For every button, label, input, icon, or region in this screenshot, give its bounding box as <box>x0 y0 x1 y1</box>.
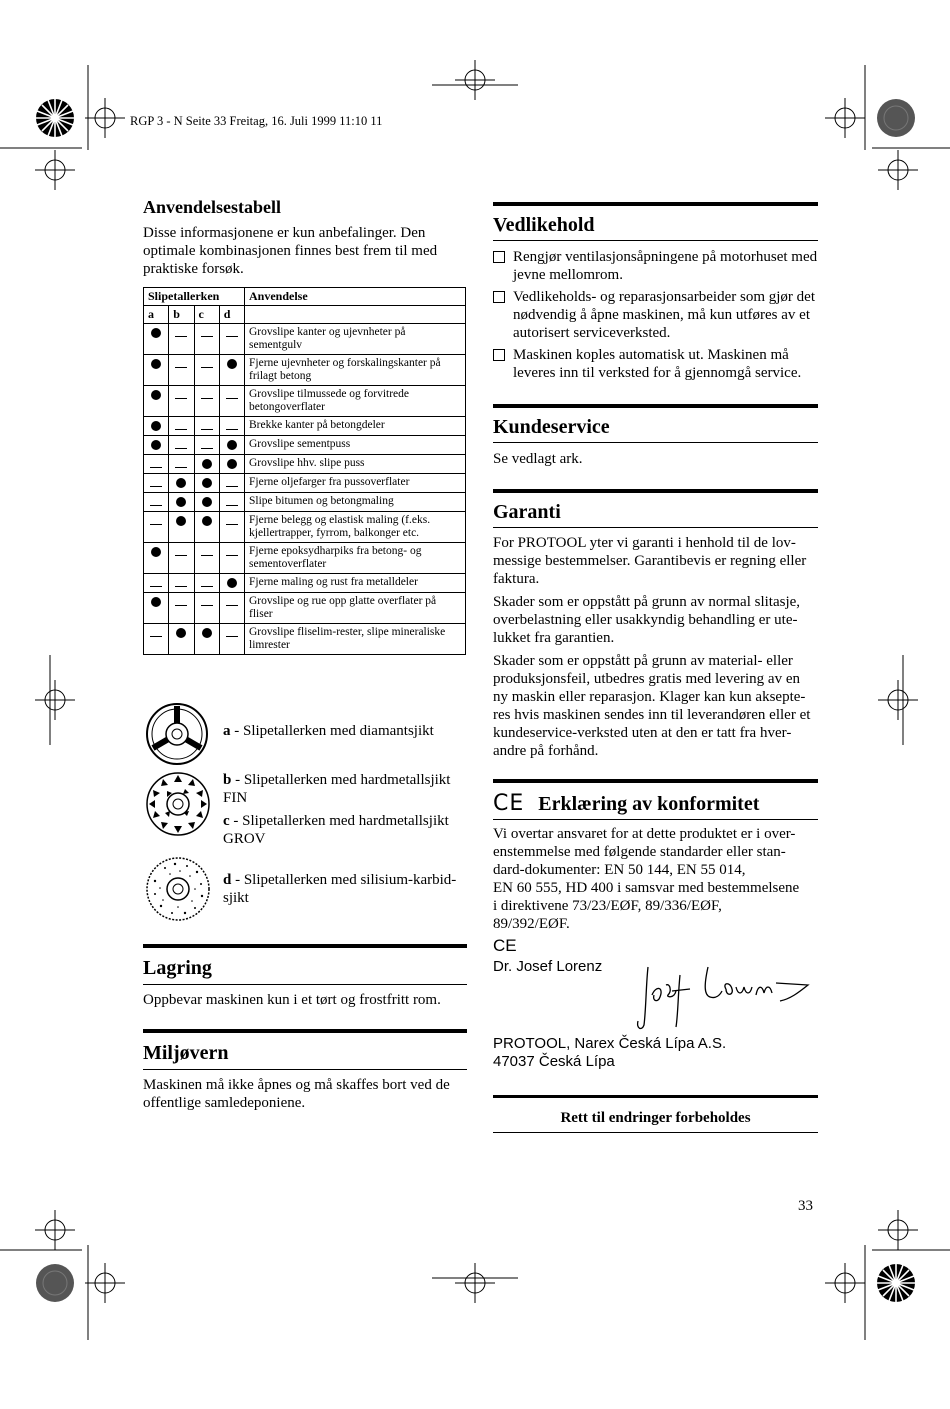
not-applicable-dash-icon <box>150 486 162 487</box>
not-applicable-dash-icon <box>226 505 238 506</box>
signature-image <box>630 955 815 1035</box>
table-row <box>144 543 466 574</box>
table-cell-a <box>144 593 169 624</box>
checkbox-bullet-icon <box>493 251 505 263</box>
not-applicable-dash-icon <box>175 586 187 587</box>
not-applicable-dash-icon <box>201 336 213 337</box>
table-cell-use: Grovslipe fliselim-rester, slipe mineraliske limrester <box>245 624 466 655</box>
section-vedlikehold-heading <box>493 202 818 241</box>
table-cell-use: Fjerne ujevnheter og forskalingskanter på frilagt betong <box>245 355 466 386</box>
section-title-miljo: Miljøvern <box>143 1042 229 1064</box>
table-cell-b <box>169 593 194 624</box>
recommended-dot-icon <box>151 328 161 338</box>
table-cell-use: Slipe bitumen og betongmaling <box>245 493 466 512</box>
table-cell-a <box>144 474 169 493</box>
table-cell-c <box>194 593 219 624</box>
garanti-para-3: Skader som er oppstått på grunn av material- eller produksjonsfeil, utbedres gratis med levering av en ny maskin eller reparasjon. Klager kan kun aksepte-res hvis maskinen sendes inn til leverandøren eller et kundeservice-verksted uten at den er tatt fra hver-andre på forhånd. <box>493 653 811 759</box>
table-sub-b: b <box>169 306 194 324</box>
company-name: PROTOOL, Narex Česká Lípa A.S. <box>493 1035 727 1052</box>
footer-note-box <box>493 1095 818 1133</box>
table-cell-c <box>194 543 219 574</box>
kundeservice-text: Se vedlagt ark. <box>493 451 583 467</box>
not-applicable-dash-icon <box>175 605 187 606</box>
section-kundeservice-heading <box>493 404 818 443</box>
not-applicable-dash-icon <box>226 555 238 556</box>
not-applicable-dash-icon <box>201 429 213 430</box>
legend-b: b - Slipetallerken med hardmetallsjikt FIN <box>223 772 451 806</box>
table-row <box>144 417 466 436</box>
not-applicable-dash-icon <box>201 586 213 587</box>
recommended-dot-icon <box>151 440 161 450</box>
section-miljo-heading <box>143 1029 467 1070</box>
section-konformitet-heading <box>493 779 818 820</box>
table-row <box>144 474 466 493</box>
konformitet-body: Vi overtar ansvaret for at dette produktet er i over- enstemmelse med følgende standarder eller stan- dard-dokumenter: EN 50 144, EN 55 014, EN 60 555, HD 400 i samsvar med bestemmelsene i direktivene 73/23/EØF, 89/336/EØF, 89/392/EØF. <box>493 826 800 932</box>
table-cell-use: Grovslipe hhv. slipe puss <box>245 455 466 474</box>
not-applicable-dash-icon <box>175 555 187 556</box>
table-cell-d <box>219 624 244 655</box>
not-applicable-dash-icon <box>226 524 238 525</box>
table-cell-c <box>194 355 219 386</box>
table-cell-use: Fjerne belegg og elastisk maling (f.eks. kjellertrapper, fyrrom, balkonger etc. <box>245 512 466 543</box>
table-cell-b <box>169 355 194 386</box>
not-applicable-dash-icon <box>226 486 238 487</box>
recommended-dot-icon <box>151 359 161 369</box>
ce-mark-icon: CE <box>493 791 525 816</box>
list-item: Rengjør ventilasjonsåpningene på motorhuset med jevne mellomrom. <box>493 248 818 284</box>
recommended-dot-icon <box>202 497 212 507</box>
table-cell-d <box>219 543 244 574</box>
table-row <box>144 624 466 655</box>
table-cell-b <box>169 436 194 455</box>
not-applicable-dash-icon <box>226 398 238 399</box>
table-cell-b <box>169 474 194 493</box>
table-cell-d <box>219 324 244 355</box>
table-cell-b <box>169 417 194 436</box>
table-cell-d <box>219 436 244 455</box>
miljo-text: Maskinen må ikke åpnes og må skaffes bort ved de offentlige samledeponiene. <box>143 1077 450 1111</box>
not-applicable-dash-icon <box>201 367 213 368</box>
table-cell-a <box>144 624 169 655</box>
recommended-dot-icon <box>151 547 161 557</box>
table-cell-use: Fjerne epoksydharpiks fra betong- og sementoverflater <box>245 543 466 574</box>
table-row <box>144 574 466 593</box>
legend-c: c - Slipetallerken med hardmetallsjikt GROV <box>223 813 449 847</box>
table-cell-b <box>169 324 194 355</box>
table-cell-use: Grovslipe kanter og ujevnheter på sementgulv <box>245 324 466 355</box>
not-applicable-dash-icon <box>201 555 213 556</box>
recommended-dot-icon <box>227 578 237 588</box>
table-sub-c: c <box>194 306 219 324</box>
table-cell-use: Grovslipe og rue opp glatte overflater på fliser <box>245 593 466 624</box>
not-applicable-dash-icon <box>175 336 187 337</box>
recommended-dot-icon <box>202 478 212 488</box>
table-cell-b <box>169 455 194 474</box>
table-cell-use: Fjerne maling og rust fra metalldeler <box>245 574 466 593</box>
not-applicable-dash-icon <box>226 605 238 606</box>
table-cell-d <box>219 593 244 624</box>
table-cell-use: Brekke kanter på betongdeler <box>245 417 466 436</box>
garanti-body <box>493 534 818 760</box>
table-cell-a <box>144 543 169 574</box>
recommended-dot-icon <box>176 516 186 526</box>
table-cell-d <box>219 512 244 543</box>
table-cell-a <box>144 574 169 593</box>
usage-table <box>143 287 466 655</box>
section-title-vedlikehold: Vedlikehold <box>493 214 595 236</box>
recommended-dot-icon <box>176 628 186 638</box>
checkbox-bullet-icon <box>493 291 505 303</box>
not-applicable-dash-icon <box>175 467 187 468</box>
table-row <box>144 324 466 355</box>
section-title-garanti: Garanti <box>493 501 561 523</box>
table-cell-a <box>144 417 169 436</box>
company-address: 47037 Česká Lípa <box>493 1053 615 1070</box>
list-item: Maskinen koples automatisk ut. Maskinen må leveres inn til verksted for å gjennomgå service. <box>493 346 818 382</box>
not-applicable-dash-icon <box>175 429 187 430</box>
table-cell-b <box>169 574 194 593</box>
table-cell-a <box>144 455 169 474</box>
table-cell-b <box>169 493 194 512</box>
not-applicable-dash-icon <box>175 398 187 399</box>
table-cell-a <box>144 436 169 455</box>
garanti-para-2: Skader som er oppstått på grunn av normal slitasje, overbelastning eller usakkyndig behandling er ute-lukket fra garantien. <box>493 594 801 646</box>
recommended-dot-icon <box>202 516 212 526</box>
table-cell-a <box>144 512 169 543</box>
section-title-anvendelse: Anvendelsestabell <box>143 197 282 217</box>
table-cell-c <box>194 436 219 455</box>
not-applicable-dash-icon <box>150 467 162 468</box>
table-cell-d <box>219 355 244 386</box>
table-cell-d <box>219 574 244 593</box>
section-title-konformitet: CE Erklæring av konformitet <box>493 791 760 816</box>
table-cell-b <box>169 543 194 574</box>
not-applicable-dash-icon <box>150 505 162 506</box>
table-row <box>144 493 466 512</box>
checkbox-bullet-icon <box>493 349 505 361</box>
legend-a: a - Slipetallerken med diamantsjikt <box>223 723 434 739</box>
disc-bc-icon <box>145 771 211 837</box>
table-row <box>144 436 466 455</box>
table-header-disc: Slipetallerken <box>144 288 245 306</box>
recommended-dot-icon <box>202 628 212 638</box>
not-applicable-dash-icon <box>150 586 162 587</box>
signer-name: Dr. Josef Lorenz <box>493 958 603 975</box>
not-applicable-dash-icon <box>175 367 187 368</box>
recommended-dot-icon <box>227 440 237 450</box>
table-cell-d <box>219 474 244 493</box>
disc-a-icon <box>145 702 209 766</box>
table-row <box>144 355 466 386</box>
table-cell-b <box>169 624 194 655</box>
table-sub-empty <box>245 306 466 324</box>
disc-d-icon <box>145 856 211 922</box>
table-cell-d <box>219 386 244 417</box>
lagring-text: Oppbevar maskinen kun i et tørt og frostfritt rom. <box>143 992 441 1008</box>
table-cell-d <box>219 455 244 474</box>
table-cell-c <box>194 624 219 655</box>
table-cell-c <box>194 512 219 543</box>
table-sub-d: d <box>219 306 244 324</box>
recommended-dot-icon <box>151 597 161 607</box>
not-applicable-dash-icon <box>201 398 213 399</box>
section-garanti-heading <box>493 489 818 528</box>
print-header: RGP 3 - N Seite 33 Freitag, 16. Juli 1999 11:10 11 <box>130 114 383 128</box>
not-applicable-dash-icon <box>201 448 213 449</box>
not-applicable-dash-icon <box>226 636 238 637</box>
not-applicable-dash-icon <box>150 524 162 525</box>
ce-mark-small-icon: CE <box>493 936 517 955</box>
table-cell-use: Fjerne oljefarger fra pussoverflater <box>245 474 466 493</box>
table-cell-a <box>144 493 169 512</box>
table-cell-b <box>169 386 194 417</box>
recommended-dot-icon <box>227 459 237 469</box>
table-row <box>144 386 466 417</box>
table-cell-b <box>169 512 194 543</box>
recommended-dot-icon <box>176 497 186 507</box>
recommended-dot-icon <box>202 459 212 469</box>
table-cell-d <box>219 417 244 436</box>
footer-note: Rett til endringer forbeholdes <box>560 1110 751 1126</box>
not-applicable-dash-icon <box>226 429 238 430</box>
table-row <box>144 455 466 474</box>
table-header-use: Anvendelse <box>245 288 466 306</box>
table-cell-d <box>219 493 244 512</box>
table-cell-c <box>194 324 219 355</box>
section-title-lagring: Lagring <box>143 957 212 979</box>
table-cell-c <box>194 386 219 417</box>
table-cell-use: Grovslipe tilmussede og forvitrede betongoverflater <box>245 386 466 417</box>
recommended-dot-icon <box>151 390 161 400</box>
not-applicable-dash-icon <box>226 336 238 337</box>
not-applicable-dash-icon <box>150 636 162 637</box>
section-title-kundeservice: Kundeservice <box>493 416 610 438</box>
recommended-dot-icon <box>227 359 237 369</box>
anvendelse-intro: Disse informasjonene er kun anbefalinger. Den optimale kombinasjonen finnes best frem til med praktiske forsøk. <box>143 225 438 277</box>
vedlikehold-list <box>493 248 818 386</box>
table-cell-c <box>194 455 219 474</box>
table-row <box>144 512 466 543</box>
recommended-dot-icon <box>151 421 161 431</box>
not-applicable-dash-icon <box>201 605 213 606</box>
list-item: Vedlikeholds- og reparasjonsarbeider som gjør det nødvendig å åpne maskinen, må kun utføres av et autorisert serviceverksted. <box>493 288 818 342</box>
table-cell-use: Grovslipe sementpuss <box>245 436 466 455</box>
table-cell-a <box>144 386 169 417</box>
table-cell-a <box>144 324 169 355</box>
garanti-para-1: For PROTOOL yter vi garanti i henhold til de lov-messige bestemmelser. Garantibevis er regning eller faktura. <box>493 535 807 587</box>
table-cell-a <box>144 355 169 386</box>
recommended-dot-icon <box>176 478 186 488</box>
table-cell-c <box>194 493 219 512</box>
table-cell-c <box>194 574 219 593</box>
page-number: 33 <box>798 1198 813 1214</box>
section-lagring-heading <box>143 944 467 985</box>
table-sub-a: a <box>144 306 169 324</box>
not-applicable-dash-icon <box>175 448 187 449</box>
table-row <box>144 593 466 624</box>
table-cell-c <box>194 417 219 436</box>
legend-d: d - Slipetallerken med silisium-karbid-sjikt <box>223 872 457 906</box>
table-cell-c <box>194 474 219 493</box>
